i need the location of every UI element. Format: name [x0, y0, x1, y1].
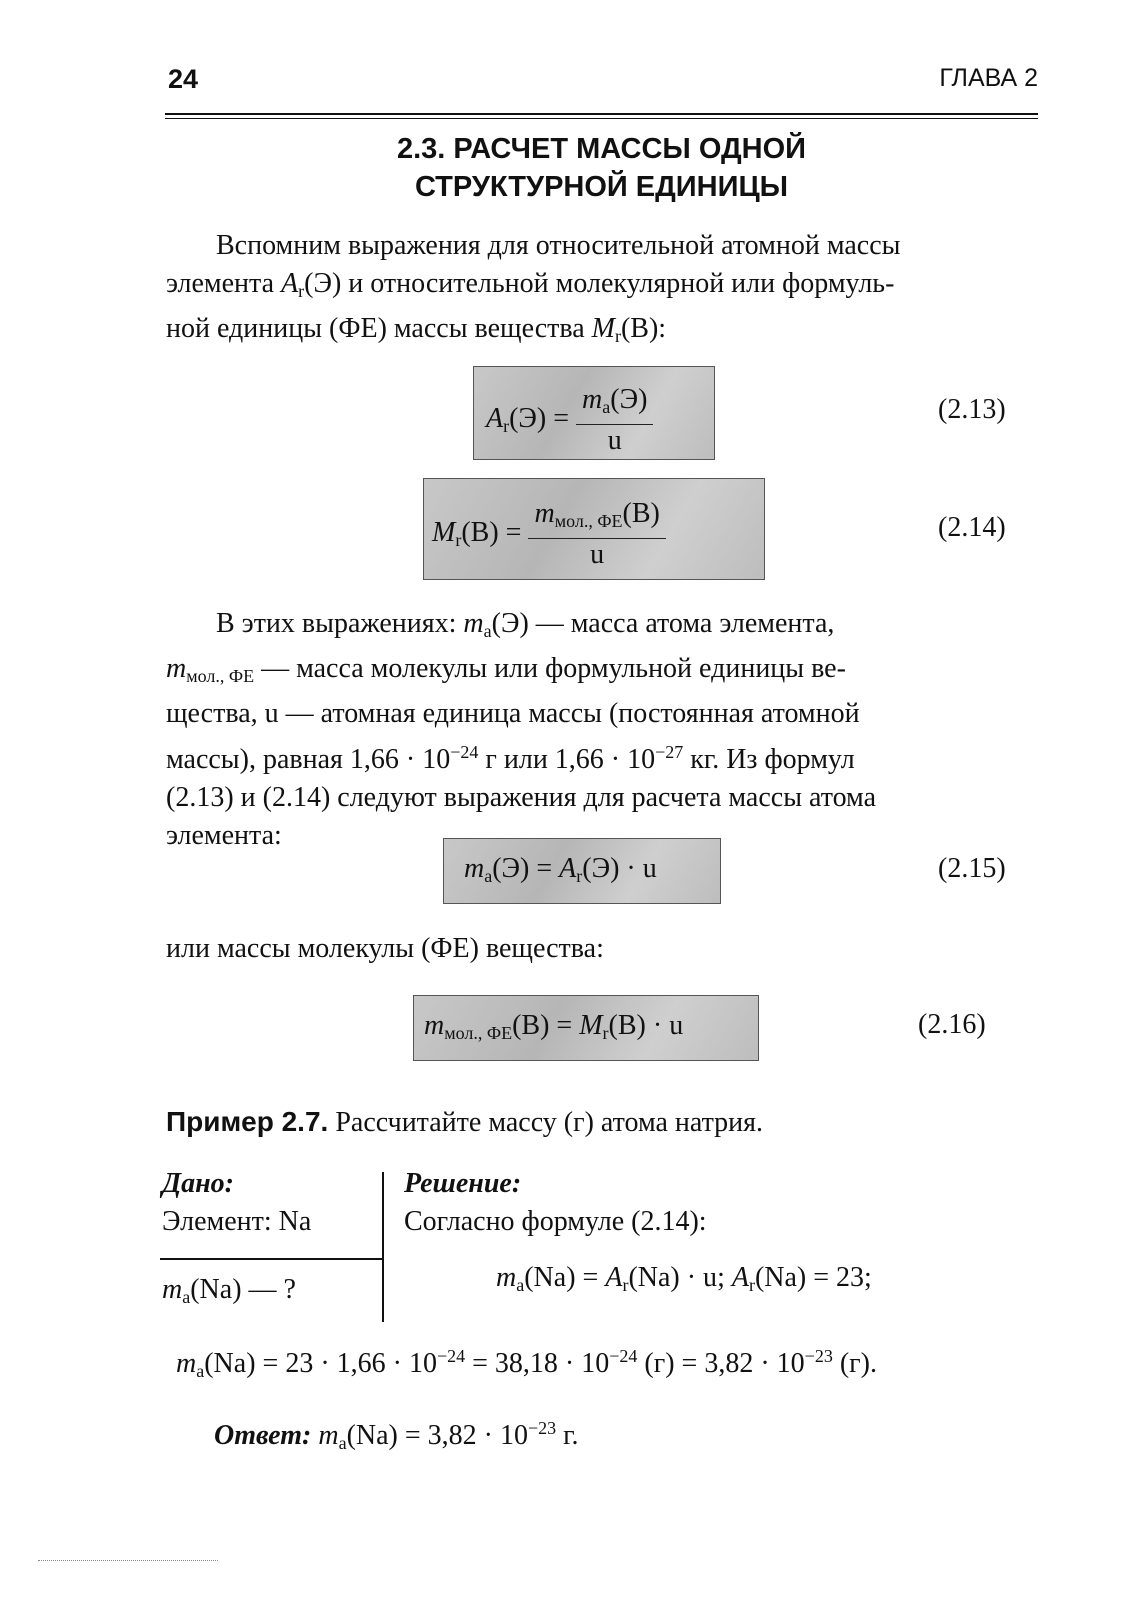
section-title-line-2: СТРУКТУРНОЙ ЕДИНИЦЫ	[414, 171, 789, 203]
equation-number-2-16: (2.16)	[918, 1009, 986, 1040]
chapter-title: ГЛАВА 2	[939, 64, 1038, 92]
equation-2-16-box	[413, 995, 759, 1061]
solution-text: Согласно формуле (2.14):	[404, 1206, 707, 1237]
given-divider	[160, 1258, 382, 1260]
page-number: 24	[168, 64, 199, 94]
intro-line-3: ной единицы (ФЕ) массы вещества $M_r(B)$:	[166, 313, 667, 346]
equation-2-16: $m_{мол., ФЕ}(B) = M_r(B) \cdot u$	[424, 1010, 684, 1043]
intro-paragraph	[166, 227, 1038, 355]
intro-line-2: элемента $A_r(Э)$ и относительной молекулярной или формуль-	[166, 268, 895, 301]
equation-2-14: $M_r(B)$ = $\frac{m_{мол., ФЕ}(B)}{u}$	[432, 497, 666, 571]
unknown-quantity: $m_a(Na)$ — ?	[162, 1274, 296, 1307]
equation-2-14-box	[423, 478, 765, 580]
header-rule-thin	[165, 118, 1038, 119]
equation-number-2-15: (2.15)	[938, 853, 1006, 884]
explanation-line-6: элемента:	[166, 820, 282, 851]
solution-header: Решение:	[404, 1168, 522, 1199]
example-title: Пример 2.7. Рассчитайте массу (г) атома натрия.	[166, 1106, 764, 1138]
equation-number-2-14: (2.14)	[938, 512, 1006, 543]
explanation-line-1: В этих выражениях: $m_a(Э)$ — масса атома элемента,	[216, 608, 835, 641]
scan-artifact	[38, 1560, 218, 1564]
solution-equation: $m_a(Na) = A_r(Na) \cdot u$; $A_r(Na) = 23$;	[496, 1262, 872, 1295]
given-value: Элемент: Na	[162, 1206, 312, 1237]
molecule-mass-intro: или массы молекулы (ФЕ) вещества:	[166, 933, 604, 964]
equation-2-13: $A_r(Э)$ = $\frac{m_a(Э)}{u}$	[486, 383, 653, 457]
section-title-line-1: 2.3. РАСЧЕТ МАССЫ ОДНОЙ	[396, 133, 807, 165]
explanation-line-2: $m_{мол., ФЕ}$ — масса молекулы или формульной единицы ве-	[166, 653, 846, 686]
explanation-line-4: массы), равная $1,66 \cdot 10^{-24}$ г или $1,66 \cdot 10^{-27}$ кг. Из формул	[166, 742, 855, 775]
explanation-line-3: щества, u — атомная единица массы (постоянная атомной	[166, 698, 860, 729]
intro-line-1: Вспомним выражения для относительной атомной массы	[216, 230, 901, 261]
explanation-paragraph	[166, 605, 1038, 855]
calculation-line: $m_a(Na) = 23 \cdot 1,66 \cdot 10^{-24} = 38,18 \cdot 10^{-24}$ $(г) = 3,82 \cdot 10^{-23}$ (г).	[176, 1346, 877, 1381]
equation-2-13-box	[473, 366, 715, 460]
answer-line: Ответ: $m_a(Na) = 3,82 \cdot 10^{-23}$ г.	[214, 1418, 579, 1453]
section-title	[165, 130, 1038, 206]
explanation-line-5: (2.13) и (2.14) следуют выражения для расчета массы атома	[166, 782, 877, 813]
header-rule	[165, 113, 1038, 115]
equation-2-15-box	[443, 838, 721, 904]
answer-label: Ответ:	[214, 1420, 312, 1451]
equation-2-15: $m_a(Э) = A_r(Э) \cdot u$	[464, 853, 657, 886]
given-header: Дано:	[162, 1168, 234, 1199]
equation-number-2-13: (2.13)	[938, 394, 1006, 425]
given-solution-divider	[382, 1172, 384, 1322]
example-label: Пример 2.7.	[166, 1106, 329, 1137]
